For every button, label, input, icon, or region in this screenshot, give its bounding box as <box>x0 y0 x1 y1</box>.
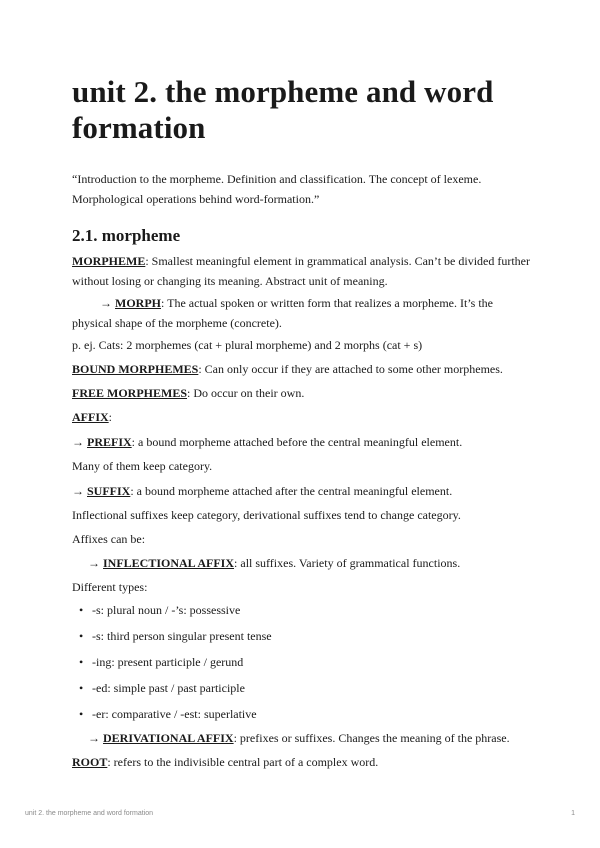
derivational-text: : prefixes or suffixes. Changes the meaning of the phrase. <box>233 731 510 745</box>
inflectional-affix <box>72 553 532 573</box>
term-prefix: PREFIX <box>87 435 132 449</box>
root-definition <box>72 752 532 772</box>
term-morpheme: MORPHEME <box>72 254 146 268</box>
list-item: • -ing: present participle / gerund <box>72 652 512 678</box>
prefix-text: : a bound morpheme attached before the central meaningful element. <box>131 435 463 449</box>
suffix-text: : a bound morpheme attached after the central meaningful element. <box>130 484 453 498</box>
inflectional-text: : all suffixes. Variety of grammatical functions. <box>234 556 461 570</box>
term-morph: MORPH <box>115 296 161 310</box>
term-derivational-affix: DERIVATIONAL AFFIX <box>103 731 234 745</box>
term-root: ROOT <box>72 755 108 769</box>
morpheme-text: : Smallest meaningful element in grammatical analysis. Can’t be divided further without losing or changing its meaning. Abstract unit of meaning. <box>72 254 531 288</box>
types-list <box>72 600 512 730</box>
free-morphemes <box>72 383 532 403</box>
intro-quote: “Introduction to the morpheme. Definition and classification. The concept of lexeme. Morphological operations behind word-formation.” <box>72 172 482 206</box>
morph-text: : The actual spoken or written form that realizes a morpheme. It’s the physical shape of the morpheme (concrete). <box>72 296 493 330</box>
term-bound-morphemes: BOUND MORPHEMES <box>72 362 199 376</box>
morpheme-definition <box>72 251 532 291</box>
bound-text: : Can only occur if they are attached to some other morphemes. <box>198 362 503 376</box>
term-suffix: SUFFIX <box>87 484 131 498</box>
page-footer <box>25 810 575 824</box>
free-text: : Do occur on their own. <box>187 386 305 400</box>
morph-definition <box>72 293 532 333</box>
affixes-can-be: Affixes can be: <box>72 532 146 546</box>
list-item: • -s: third person singular present tense <box>72 626 512 652</box>
term-inflectional-affix: INFLECTIONAL AFFIX <box>103 556 235 570</box>
example-line: p. ej. Cats: 2 morphemes (cat + plural morpheme) and 2 morphs (cat + s) <box>72 338 423 352</box>
arrow-icon: → <box>88 556 100 570</box>
list-item: • -er: comparative / -est: superlative <box>72 704 512 730</box>
arrow-icon: → <box>88 731 100 745</box>
bullet-icon: • <box>79 603 84 617</box>
prefix-note: Many of them keep category. <box>72 459 213 473</box>
root-text: : refers to the indivisible central part of a complex word. <box>107 755 379 769</box>
section-heading: 2.1. morpheme <box>72 226 181 245</box>
page-title: unit 2. the morpheme and word formation <box>72 74 494 145</box>
bullet-icon: • <box>79 681 84 695</box>
term-free-morphemes: FREE MORPHEMES <box>72 386 188 400</box>
different-types: Different types: <box>72 580 148 594</box>
arrow-icon: → <box>72 484 84 498</box>
bullet-icon: • <box>79 629 84 643</box>
derivational-affix <box>72 728 532 748</box>
list-item: • -ed: simple past / past participle <box>72 678 512 704</box>
affix-colon: : <box>108 410 113 424</box>
term-affix: AFFIX <box>72 410 109 424</box>
affix-heading <box>72 407 532 427</box>
bullet-icon: • <box>79 655 84 669</box>
suffix-definition <box>72 481 532 501</box>
bound-morphemes <box>72 359 532 379</box>
suffix-note: Inflectional suffixes keep category, derivational suffixes tend to change category. <box>72 508 461 522</box>
page-number: 1 <box>571 810 575 817</box>
arrow-icon: → <box>72 435 84 449</box>
footer-title: unit 2. the morpheme and word formation <box>25 810 154 817</box>
bullet-icon: • <box>79 707 84 721</box>
list-item: • -s: plural noun / -’s: possessive <box>72 600 512 626</box>
arrow-icon: → <box>100 296 112 310</box>
prefix-definition <box>72 432 532 452</box>
